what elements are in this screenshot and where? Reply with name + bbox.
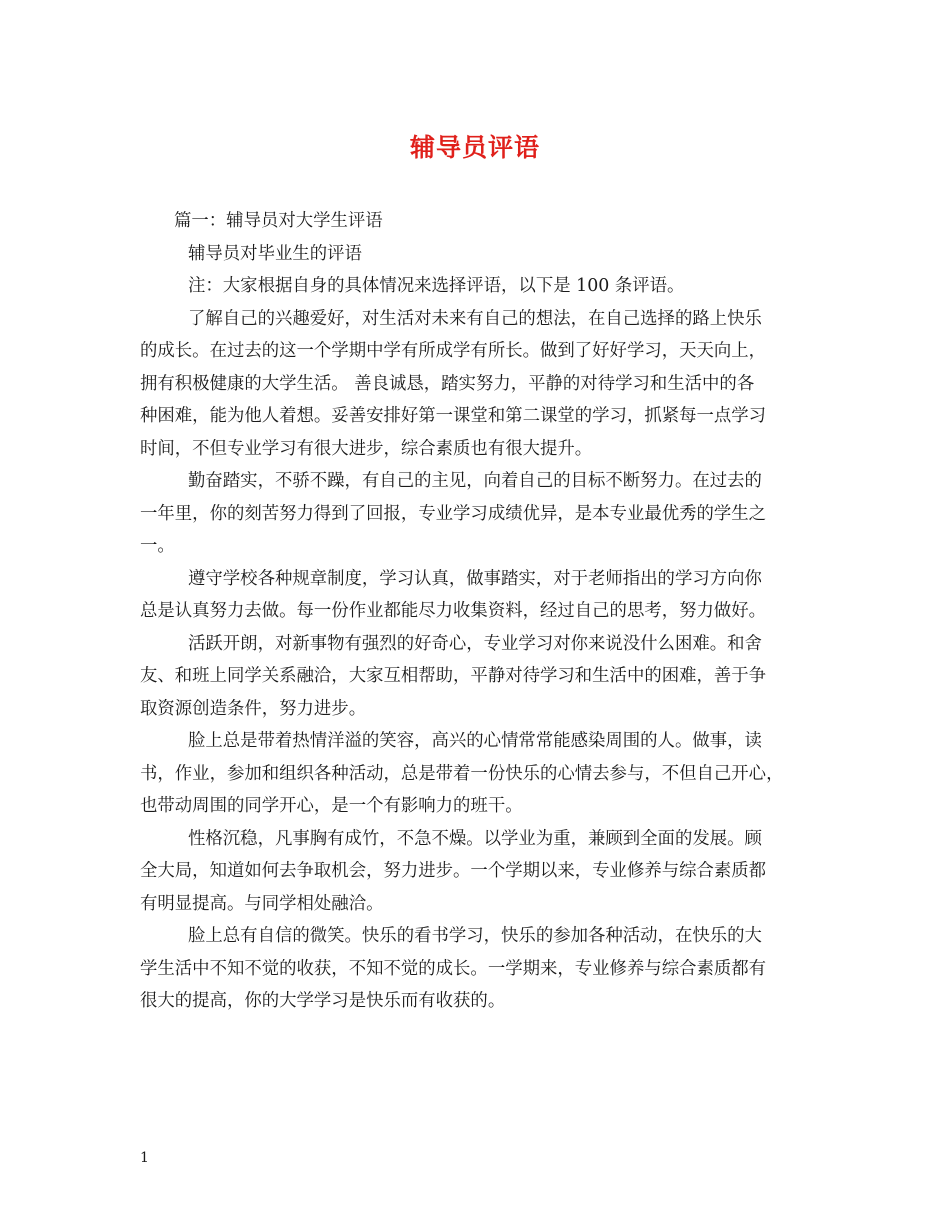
text-line: 遵守学校各种规章制度，学习认真，做事踏实，对于老师指出的学习方向你 <box>188 568 762 589</box>
text-line: 的成长。在过去的这一个学期中学有所成学有所长。做到了好好学习，天天向上， <box>140 341 767 361</box>
text-line: 全大局，知道如何去争取机会，努力进步。一个学期以来，专业修养与综合素质都 <box>140 861 767 881</box>
text-line: 辅导员对毕业生的评语 <box>188 243 362 264</box>
text-line: 一。 <box>140 536 175 556</box>
text-line: 一年里，你的刻苦努力得到了回报，专业学习成绩优异，是本专业最优秀的学生之 <box>140 503 767 524</box>
text-line: 注：大家根据自身的具体情况来选择评语，以下是 100 条评语。 <box>188 276 685 296</box>
text-line: 勤奋踏实，不骄不躁，有自己的主见，向着自己的目标不断努力。在过去的 <box>188 471 762 491</box>
text-line: 性格沉稳，凡事胸有成竹，不急不燥。以学业为重，兼顾到全面的发展。顾 <box>188 828 762 849</box>
document-title: 辅导员评语 <box>409 133 540 162</box>
text-line: 了解自己的兴趣爱好，对生活对未来有自己的想法，在自己选择的路上快乐 <box>188 308 762 329</box>
text-line: 很大的提高，你的大学学习是快乐而有收获的。 <box>140 991 506 1011</box>
text-line: 脸上总是带着热情洋溢的笑容，高兴的心情常常能感染周围的人。做事，读 <box>188 731 762 751</box>
document-body <box>140 205 816 1018</box>
text-line: 时间，不但专业学习有很大进步，综合素质也有很大提升。 <box>140 438 593 459</box>
text-line: 学生活中不知不觉的收获，不知不觉的成长。一学期来，专业修养与综合素质都有 <box>140 958 767 979</box>
text-line: 也带动周围的同学开心，是一个有影响力的班干。 <box>140 796 523 816</box>
text-line: 篇一：辅导员对大学生评语 <box>174 211 383 231</box>
text-line: 书，作业，参加和组织各种活动，总是带着一份快乐的心情去参与，不但自己开心， <box>140 763 784 784</box>
text-line: 友、和班上同学关系融洽，大家互相帮助，平静对待学习和生活中的困难，善于争 <box>140 666 767 686</box>
page-number: 1 <box>140 1150 149 1166</box>
text-line: 取资源创造条件，努力进步。 <box>140 698 367 719</box>
text-line: 脸上总有自信的微笑。快乐的看书学习，快乐的参加各种活动，在快乐的大 <box>188 926 762 946</box>
text-line: 活跃开朗，对新事物有强烈的好奇心，专业学习对你来说没什么困难。和舍 <box>188 633 762 654</box>
text-line: 拥有积极健康的大学生活。 善良诚恳，踏实努力，平静的对待学习和生活中的各 <box>140 373 755 394</box>
text-line: 有明显提高。与同学相处融洽。 <box>140 893 384 914</box>
text-line: 总是认真努力去做。每一份作业都能尽力收集资料，经过自己的思考，努力做好。 <box>140 601 767 621</box>
text-line: 种困难，能为他人着想。妥善安排好第一课堂和第二课堂的学习，抓紧每一点学习 <box>140 406 767 426</box>
